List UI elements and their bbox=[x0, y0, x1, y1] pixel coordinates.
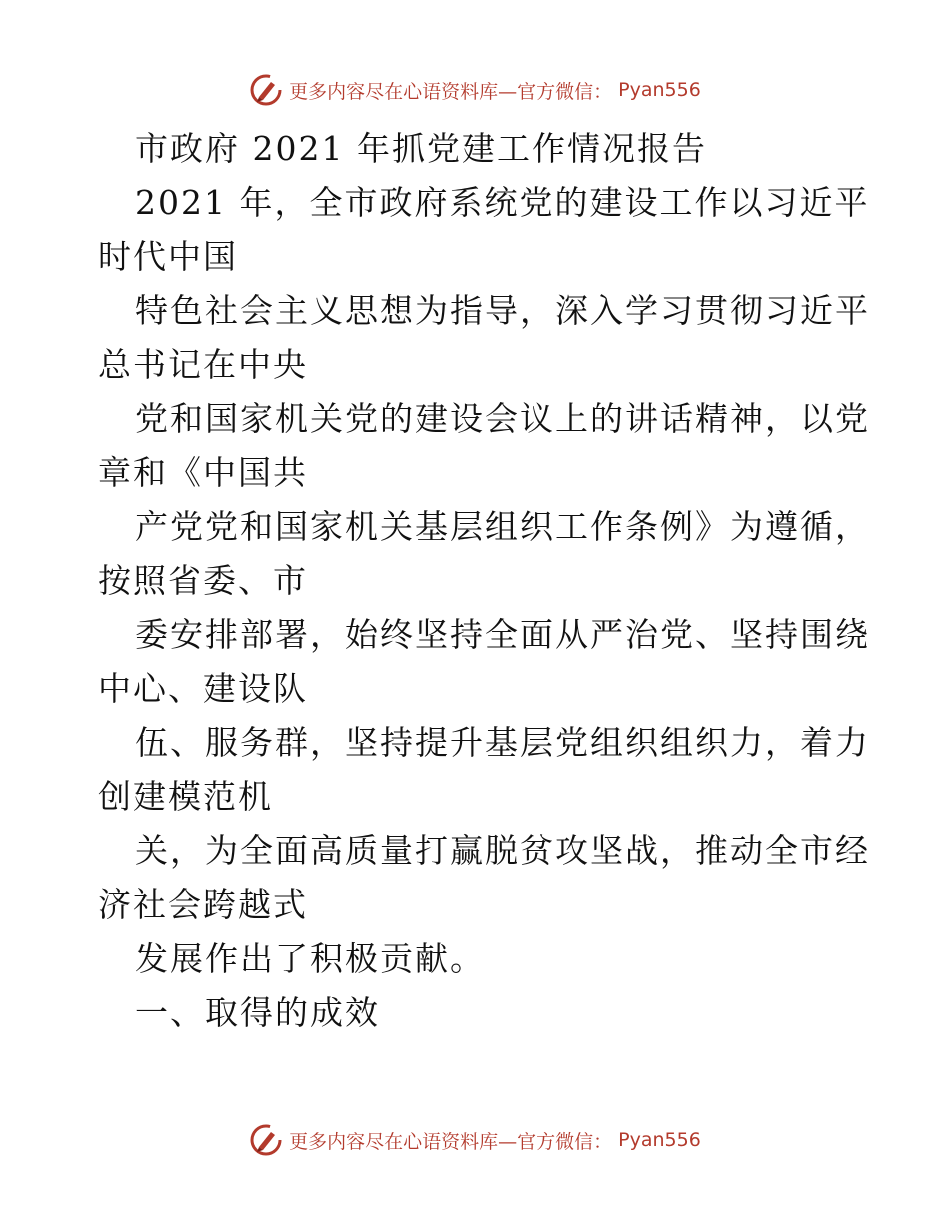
document-title: 市政府 2021 年抓党建工作情况报告 bbox=[135, 129, 707, 168]
body-line: 发展作出了积极贡献。 bbox=[135, 939, 485, 978]
body-line: 2021 年，全市政府系统党的建设工作以习近平 bbox=[135, 183, 870, 222]
body-line: 时代中国 bbox=[98, 237, 238, 276]
body-line: 党和国家机关党的建设会议上的讲话精神，以党 bbox=[135, 399, 870, 438]
section-heading: 一、取得的成效 bbox=[135, 993, 380, 1032]
body-line: 委安排部署，始终坚持全面从严治党、坚持围绕 bbox=[135, 615, 870, 654]
document-body bbox=[98, 122, 868, 1040]
body-line: 关，为全面高质量打赢脱贫攻坚战，推动全市经 bbox=[135, 831, 870, 870]
body-line: 特色社会主义思想为指导，深入学习贯彻习近平 bbox=[135, 291, 870, 330]
body-line: 总书记在中央 bbox=[98, 345, 308, 384]
header-watermark-banner bbox=[0, 70, 950, 110]
banner-text: 更多内容尽在心语资料库—官方微信： bbox=[289, 1130, 613, 1153]
banner-wechat-id: Pyan556 bbox=[618, 79, 701, 101]
body-line: 济社会跨越式 bbox=[98, 885, 308, 924]
body-line: 产党党和国家机关基层组织工作条例》为遵循， bbox=[135, 507, 870, 546]
pen-circle-logo-icon bbox=[249, 1123, 283, 1157]
banner-wechat-id: Pyan556 bbox=[618, 1129, 701, 1151]
body-line: 中心、建设队 bbox=[98, 669, 308, 708]
body-line: 伍、服务群，坚持提升基层党组织组织力，着力 bbox=[135, 723, 870, 762]
banner-text: 更多内容尽在心语资料库—官方微信： bbox=[289, 80, 613, 103]
body-line: 创建模范机 bbox=[98, 777, 273, 816]
body-line: 按照省委、市 bbox=[98, 561, 308, 600]
body-line: 章和《中国共 bbox=[98, 453, 308, 492]
footer-watermark-banner bbox=[0, 1120, 950, 1160]
pen-circle-logo-icon bbox=[249, 73, 283, 107]
